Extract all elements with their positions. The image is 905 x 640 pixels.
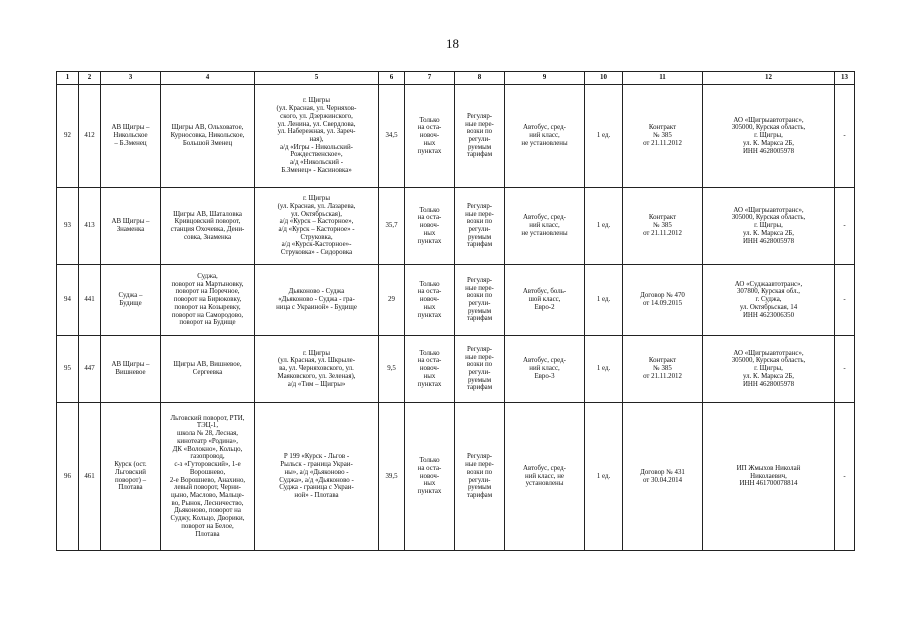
- vehicle-class-cell: Автобус, сред- ний класс, не установлены: [505, 85, 585, 188]
- route-name-cell: АВ Щигры – Никольское – Б.Зменец: [101, 85, 161, 188]
- stops-cell: Суджа, поворот на Мартыновку, поворот на Поречное, поворот на Бирюковку, поворот на Козыревку, поворот на Самородово, поворот на Будище: [161, 265, 255, 336]
- column-header: 7: [405, 72, 455, 85]
- contract-cell: Договор № 470 от 14.09.2015: [623, 265, 703, 336]
- carrier-cell: ИП Жмыхов Николай Николаевич, ИНН 461700078814: [703, 403, 835, 551]
- boarding-cell: Только на оста- новоч- ных пунктах: [405, 85, 455, 188]
- column-header: 9: [505, 72, 585, 85]
- stops-cell: Льговский поворот, РТИ, ТЭЦ-1, школа № 28, Лесная, кинотеатр «Родина», ДК «Волокно», Кольцо, газопровод, с-з «Гуторовский», 1-е Ворошнево, 2-е Ворошнево, Анахино, левый поворот, Черни- цыно, Маслово, Мальце- во, Рынок, Лесничество, Дьяконово, поворот на Суджу, Кольцо, Дворики, поворот на Белое, Плотава: [161, 403, 255, 551]
- header-row: [57, 72, 855, 85]
- column-header: 3: [101, 72, 161, 85]
- carrier-cell: АО «Щигрыавтотранс», 305000, Курская область, г. Щигры, ул. К. Маркса 2Б, ИНН 4628005978: [703, 85, 835, 188]
- transport-type-cell: Регуляр- ные пере- возки по регули- руемым тарифам: [455, 403, 505, 551]
- route-name-cell: Суджа – Будище: [101, 265, 161, 336]
- carrier-cell: АО «Щигрыавтотранс», 305000, Курская область, г. Щигры, ул. К. Маркса 2Б, ИНН 4628005978: [703, 336, 835, 403]
- length-cell: 34,5: [379, 85, 405, 188]
- table-row: [57, 188, 855, 265]
- transport-type-cell: Регуляр- ные пере- возки по регули- руемым тарифам: [455, 265, 505, 336]
- route-name-cell: АВ Щигры – Вишневое: [101, 336, 161, 403]
- notes-cell: -: [835, 188, 855, 265]
- contract-cell: Контракт № 385 от 21.11.2012: [623, 85, 703, 188]
- column-header: 2: [79, 72, 101, 85]
- column-header: 11: [623, 72, 703, 85]
- streets-cell: Р 199 «Курск - Льгов - Рыльск - граница Украи- ны», а/д «Дьяконово - Суджа», а/д «Дьяконово - Суджа - граница с Украи- ной» - Плотава: [255, 403, 379, 551]
- vehicle-class-cell: Автобус, сред- ний класс, Евро-3: [505, 336, 585, 403]
- notes-cell: -: [835, 265, 855, 336]
- column-header: 4: [161, 72, 255, 85]
- vehicle-count-cell: 1 ед.: [585, 403, 623, 551]
- notes-cell: -: [835, 403, 855, 551]
- vehicle-count-cell: 1 ед.: [585, 85, 623, 188]
- column-header: 6: [379, 72, 405, 85]
- notes-cell: -: [835, 85, 855, 188]
- transport-type-cell: Регуляр- ные пере- возки по регули- руемым тарифам: [455, 188, 505, 265]
- vehicle-count-cell: 1 ед.: [585, 336, 623, 403]
- route-index-cell: 94: [57, 265, 79, 336]
- boarding-cell: Только на оста- новоч- ных пунктах: [405, 336, 455, 403]
- length-cell: 9,5: [379, 336, 405, 403]
- vehicle-count-cell: 1 ед.: [585, 265, 623, 336]
- route-name-cell: Курск (ост. Льговский поворот) – Плотава: [101, 403, 161, 551]
- contract-cell: Договор № 431 от 30.04.2014: [623, 403, 703, 551]
- route-number-cell: 441: [79, 265, 101, 336]
- stops-cell: Щигры АВ, Вишневое, Сергеевка: [161, 336, 255, 403]
- notes-cell: -: [835, 336, 855, 403]
- streets-cell: г. Щигры (ул. Красная, ул. Лазарева, ул. Октябрьская), а/д «Курск – Касторное», а/д «Курск – Касторное» - Струковка, а/д «Курск-Касторное»- Струковка» - Сидоровка: [255, 188, 379, 265]
- page-number: 18: [446, 36, 459, 51]
- stops-cell: Щигры АВ, Шаталовка Кривцовский поворот, станция Охочевка, Дени- совка, Знаменка: [161, 188, 255, 265]
- route-number-cell: 413: [79, 188, 101, 265]
- route-number-cell: 447: [79, 336, 101, 403]
- column-header: 8: [455, 72, 505, 85]
- boarding-cell: Только на оста- новоч- ных пунктах: [405, 265, 455, 336]
- column-header: 13: [835, 72, 855, 85]
- carrier-cell: АО «Щигрыавтотранс», 305000, Курская область, г. Щигры, ул. К. Маркса 2Б, ИНН 4628005978: [703, 188, 835, 265]
- contract-cell: Контракт № 385 от 21.11.2012: [623, 336, 703, 403]
- vehicle-class-cell: Автобус, сред- ний класс, не установлены: [505, 403, 585, 551]
- route-number-cell: 412: [79, 85, 101, 188]
- column-header: 5: [255, 72, 379, 85]
- route-index-cell: 93: [57, 188, 79, 265]
- table-row: [57, 403, 855, 551]
- length-cell: 39,5: [379, 403, 405, 551]
- vehicle-count-cell: 1 ед.: [585, 188, 623, 265]
- column-header: 10: [585, 72, 623, 85]
- carrier-cell: АО «Суджаавтотранс», 307800, Курская обл., г. Суджа, ул. Октябрьская, 14 ИНН 4623006350: [703, 265, 835, 336]
- length-cell: 35,7: [379, 188, 405, 265]
- streets-cell: Дьяконово - Суджа «Дьяконово - Суджа - гра- ница с Украиной» - Будище: [255, 265, 379, 336]
- vehicle-class-cell: Автобус, боль- шой класс, Евро-2: [505, 265, 585, 336]
- route-number-cell: 461: [79, 403, 101, 551]
- transport-type-cell: Регуляр- ные пере- возки по регули- руемым тарифам: [455, 336, 505, 403]
- routes-table: [56, 71, 855, 551]
- route-index-cell: 95: [57, 336, 79, 403]
- boarding-cell: Только на оста- новоч- ных пунктах: [405, 188, 455, 265]
- streets-cell: г. Щигры (ул. Красная, ул. Шкрыле- ва, ул. Черняховского, ул. Маяковского, ул. Зеленая), а/д «Тим – Щигры»: [255, 336, 379, 403]
- transport-type-cell: Регуляр- ные пере- возки по регули- руемым тарифам: [455, 85, 505, 188]
- boarding-cell: Только на оста- новоч- ных пунктах: [405, 403, 455, 551]
- route-index-cell: 92: [57, 85, 79, 188]
- length-cell: 29: [379, 265, 405, 336]
- column-header: 12: [703, 72, 835, 85]
- contract-cell: Контракт № 385 от 21.11.2012: [623, 188, 703, 265]
- vehicle-class-cell: Автобус, сред- ний класс, не установлены: [505, 188, 585, 265]
- route-index-cell: 96: [57, 403, 79, 551]
- column-header: 1: [57, 72, 79, 85]
- route-name-cell: АВ Щигры – Знаменка: [101, 188, 161, 265]
- table-row: [57, 265, 855, 336]
- streets-cell: г. Щигры (ул. Красная, ул. Черняхов- ского, ул. Дзержинского, ул. Ленина, ул. Свердлова, ул. Набережная, ул. Зареч- ная), а/д «Игры - Никольский- Рождественское», а/д «Никольский - Б.Зменец» - Касиновка»: [255, 85, 379, 188]
- table-row: [57, 336, 855, 403]
- table-row: [57, 85, 855, 188]
- stops-cell: Щигры АВ, Ольховатое, Курносовка, Никольское, Большой Зменец: [161, 85, 255, 188]
